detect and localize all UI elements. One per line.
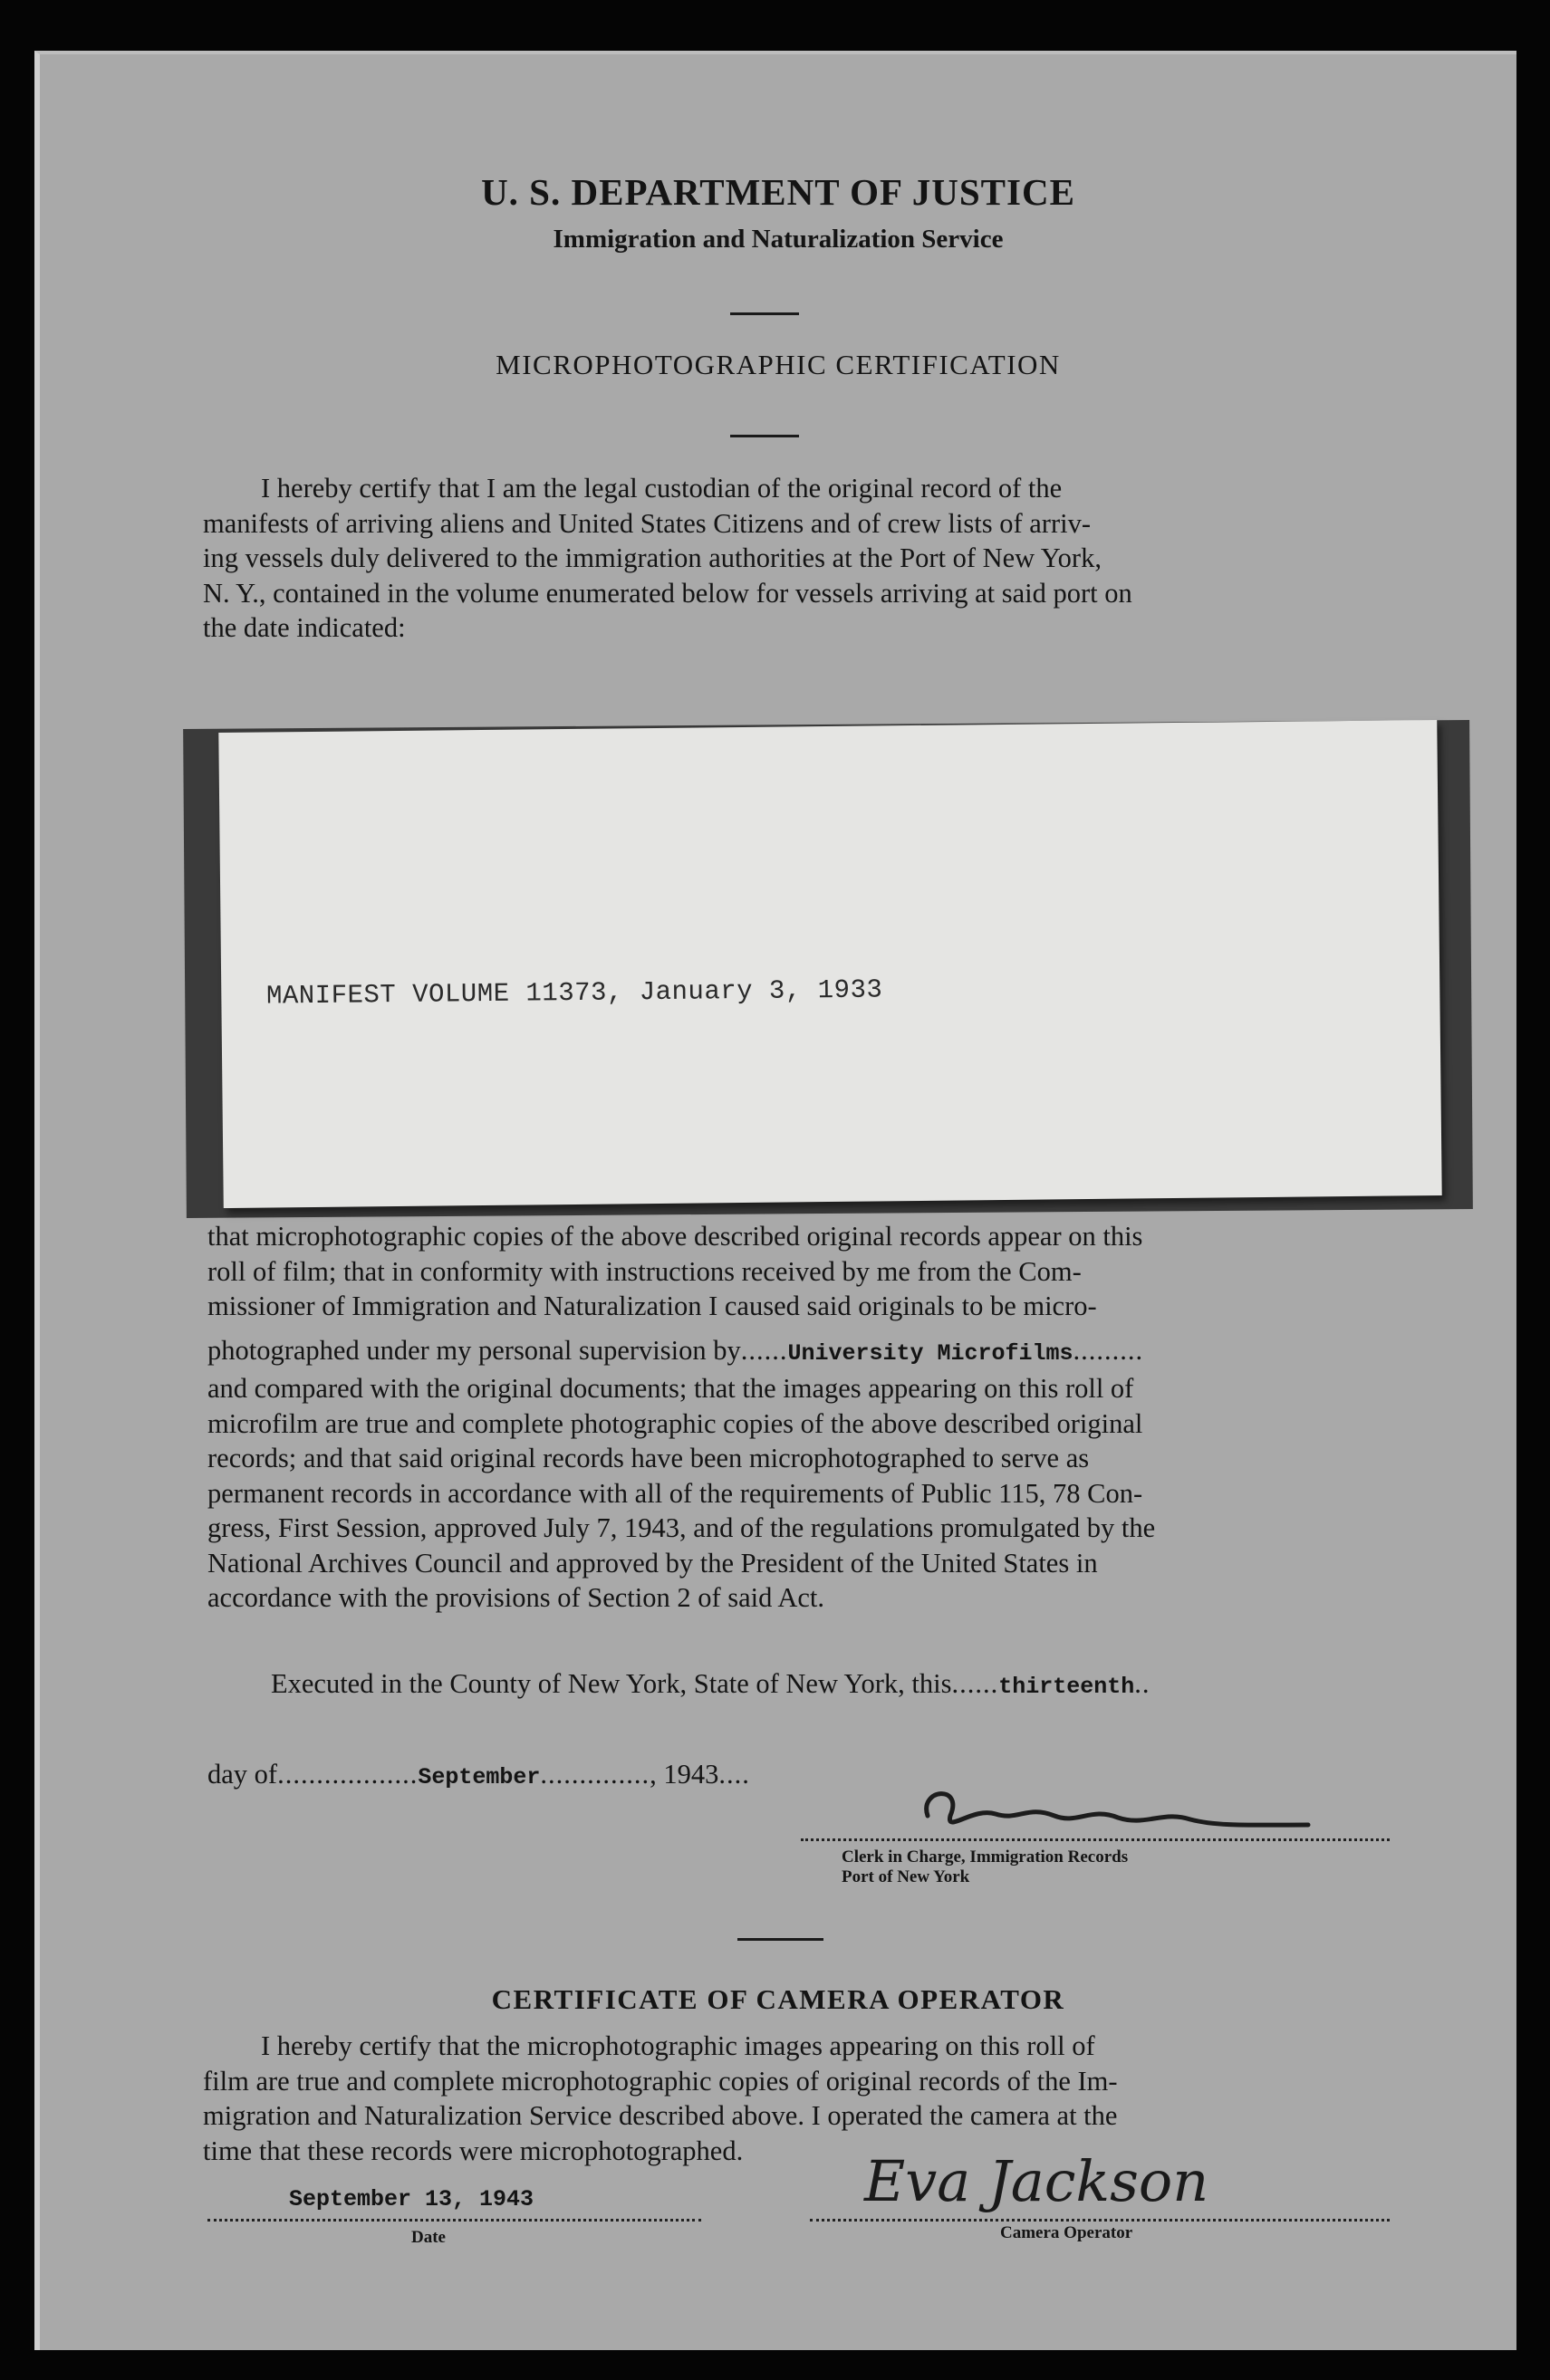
manifest-volume-label: MANIFEST VOLUME 11373, January 3, 1933 xyxy=(265,974,883,1012)
manifest-card xyxy=(218,720,1441,1208)
clerk-signature-line xyxy=(801,1798,1390,1841)
intro-line: the date indicated: xyxy=(203,612,406,643)
camera-line: time that these records were microphotographed. xyxy=(203,2135,744,2166)
body-line: that microphotographic copies of the above described original records appear on this xyxy=(207,1221,1143,1252)
body-line: permanent records in accordance with all of the requirements of Public 115, 78 Con- xyxy=(207,1477,1143,1509)
title-divider xyxy=(730,312,799,315)
certification-title: MICROPHOTOGRAPHIC CERTIFICATION xyxy=(496,349,1061,380)
camera-date: September 13, 1943 xyxy=(289,2186,534,2212)
clerk-signature-icon xyxy=(910,1780,1326,1843)
clerk-location: Port of New York xyxy=(842,1867,970,1886)
date-line xyxy=(207,2183,701,2222)
execution-year: , 1943 xyxy=(650,1759,719,1790)
intro-line: I hereby certify that I am the legal custodian of the original record of the xyxy=(261,473,1063,504)
body-paragraph xyxy=(207,1219,1381,1616)
execution-prefix: Executed in the County of New York, State of New York, this xyxy=(271,1668,952,1699)
certificate-sheet xyxy=(34,51,1516,2350)
intro-line: N. Y., contained in the volume enumerated below for vessels arriving at said port on xyxy=(203,577,1132,609)
camera-section-divider xyxy=(737,1938,823,1941)
day-of-label: day of xyxy=(207,1759,278,1790)
execution-date-line: day of..................September.............., 1943.... xyxy=(207,1759,750,1790)
camera-line: film are true and complete microphotographic copies of original records of the Im- xyxy=(203,2065,1118,2097)
clerk-title: Clerk in Charge, Immigration Records xyxy=(842,1847,1129,1867)
supervision-line: photographed under my personal supervision by......University Microfilms......... xyxy=(207,1334,1144,1367)
supervisor-name: University Microfilms xyxy=(787,1339,1073,1367)
clerk-caption xyxy=(842,1847,1295,1887)
body-line: gress, First Session, approved July 7, 1943, and of the regulations promulgated by the xyxy=(207,1512,1156,1543)
operator-signature-line xyxy=(810,2148,1390,2222)
body-line: records; and that said original records have been microphotographed to serve as xyxy=(207,1443,1090,1473)
operator-signature: Eva Jackson xyxy=(864,2148,1209,2214)
date-label: Date xyxy=(411,2228,446,2247)
camera-paragraph xyxy=(203,2029,1390,2168)
body-line: microfilm are true and complete photographic copies of the above described original xyxy=(207,1407,1143,1439)
intro-paragraph xyxy=(203,471,1381,646)
execution-line: Executed in the County of New York, State of New York, this......thirteenth.. xyxy=(271,1668,1150,1700)
camera-line: migration and Naturalization Service described above. I operated the camera at the xyxy=(203,2100,1118,2131)
body-line: missioner of Immigration and Naturalization I caused said originals to be micro- xyxy=(207,1291,1097,1321)
service-subtitle: Immigration and Naturalization Service xyxy=(553,225,1004,254)
body-line: National Archives Council and approved by the President of the United States in xyxy=(207,1547,1098,1579)
heading-divider xyxy=(730,435,799,437)
intro-line: ing vessels duly delivered to the immigration authorities at the Port of New York, xyxy=(203,542,1102,573)
intro-line: manifests of arriving aliens and United States Citizens and of crew lists of arriv- xyxy=(203,507,1091,539)
camera-line: I hereby certify that the microphotographic images appearing on this roll of xyxy=(261,2030,1095,2061)
supervision-prefix: photographed under my personal supervision by xyxy=(207,1334,741,1366)
execution-month: September xyxy=(418,1764,541,1790)
body-line: accordance with the provisions of Section 2 of said Act. xyxy=(207,1582,824,1613)
body-line: and compared with the original documents; that the images appearing on this roll of xyxy=(207,1373,1134,1404)
camera-certificate-heading: CERTIFICATE OF CAMERA OPERATOR xyxy=(491,1983,1065,2015)
execution-day: thirteenth xyxy=(998,1674,1135,1700)
body-line: roll of film; that in conformity with instructions received by me from the Com- xyxy=(207,1255,1082,1287)
department-title: U. S. DEPARTMENT OF JUSTICE xyxy=(481,171,1075,213)
operator-label: Camera Operator xyxy=(1000,2223,1133,2242)
